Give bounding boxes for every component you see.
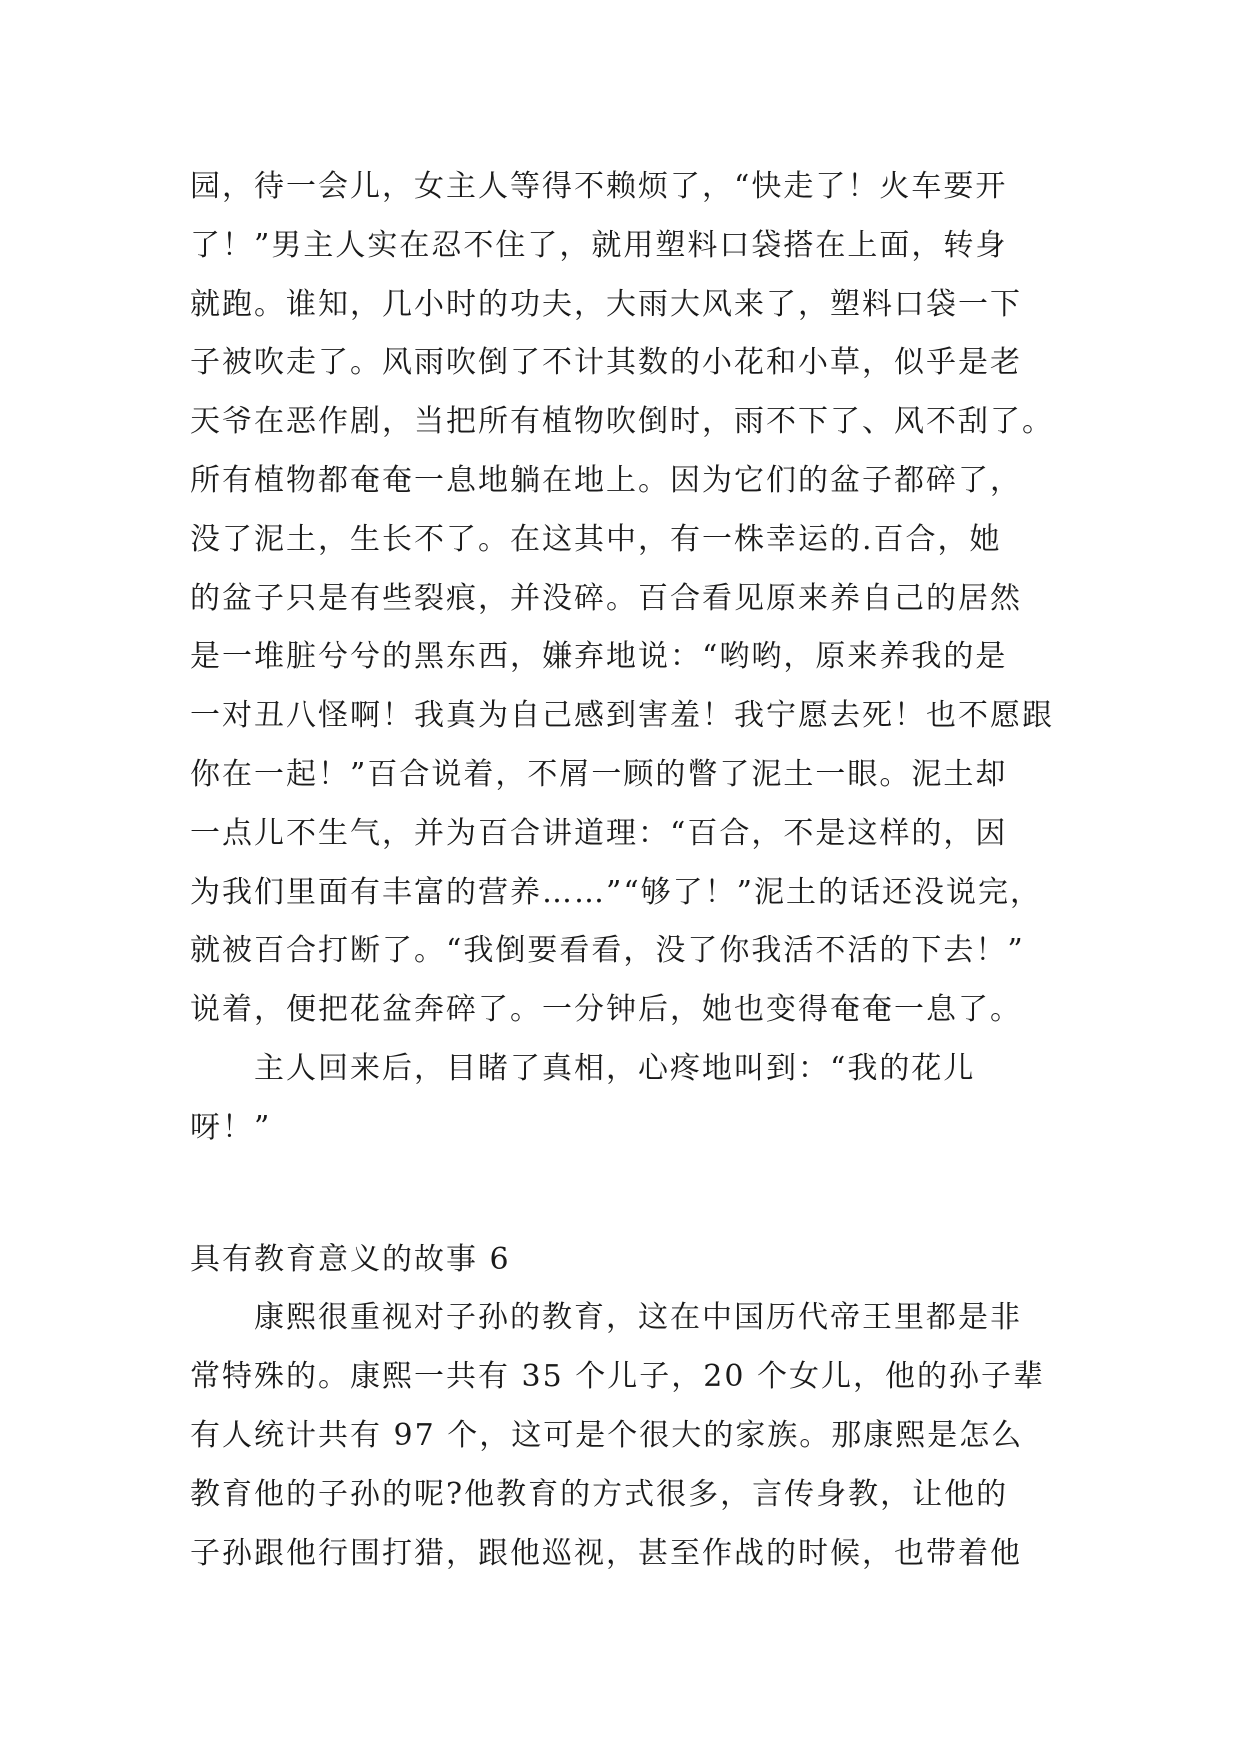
text-line: 就被百合打断了。“我倒要看看，没了你我活不活的下去！” bbox=[190, 933, 1025, 969]
text-line: 呀！” bbox=[190, 1109, 272, 1145]
story6-heading: 具有教育意义的故事 6 bbox=[190, 1241, 511, 1277]
text-line: 天爷在恶作剧，当把所有植物吹倒时，雨不下了、风不刮了。 bbox=[190, 404, 1054, 440]
story5-ending-paragraph bbox=[190, 1040, 1070, 1158]
story5-paragraph bbox=[190, 158, 1070, 1040]
story6-paragraph bbox=[190, 1289, 1070, 1583]
text-line: 有人统计共有 97 个，这可是个很大的家族。那康熙是怎么 bbox=[190, 1417, 1024, 1453]
text-line: 是一堆脏兮兮的黑东西，嫌弃地说：“哟哟，原来养我的是 bbox=[190, 639, 1008, 675]
text-line: 一对丑八怪啊！我真为自己感到害羞！我宁愿去死！也不愿跟 bbox=[190, 698, 1054, 734]
text-line: 了！”男主人实在忍不住了，就用塑料口袋搭在上面，转身 bbox=[190, 227, 1008, 263]
text-line: 一点儿不生气，并为百合讲道理：“百合，不是这样的，因 bbox=[190, 815, 1008, 851]
document-body bbox=[190, 158, 1070, 1583]
text-line: 没了泥土，生长不了。在这其中，有一株幸运的.百合，她 bbox=[190, 521, 1002, 557]
text-line: 的盆子只是有些裂痕，并没碎。百合看见原来养自己的居然 bbox=[190, 580, 1022, 616]
text-line: 你在一起！”百合说着，不屑一顾的瞥了泥土一眼。泥土却 bbox=[190, 756, 1008, 792]
text-line: 主人回来后，目睹了真相，心疼地叫到：“我的花儿 bbox=[254, 1050, 976, 1086]
text-line: 子孙跟他行围打猎，跟他巡视，甚至作战的时候，也带着他 bbox=[190, 1535, 1022, 1571]
text-line: 说着，便把花盆奔碎了。一分钟后，她也变得奄奄一息了。 bbox=[190, 992, 1022, 1028]
text-line: 教育他的子孙的呢?他教育的方式很多，言传身教，让他的 bbox=[190, 1476, 1009, 1512]
text-line: 所有植物都奄奄一息地躺在地上。因为它们的盆子都碎了， bbox=[190, 462, 1022, 498]
text-line: 常特殊的。康熙一共有 35 个儿子，20 个女儿，他的孙子辈 bbox=[190, 1359, 1045, 1395]
text-line: 康熙很重视对子孙的教育，这在中国历代帝王里都是非 bbox=[254, 1300, 1022, 1336]
section-spacer bbox=[190, 1158, 1070, 1231]
text-line: 为我们里面有丰富的营养……”“够了！”泥土的话还没说完， bbox=[190, 874, 1043, 910]
text-line: 子被吹走了。风雨吹倒了不计其数的小花和小草，似乎是老 bbox=[190, 345, 1022, 381]
text-line: 就跑。谁知，几小时的功夫，大雨大风来了，塑料口袋一下 bbox=[190, 286, 1022, 322]
text-line: 园，待一会儿，女主人等得不赖烦了，“快走了！火车要开 bbox=[190, 169, 1008, 204]
